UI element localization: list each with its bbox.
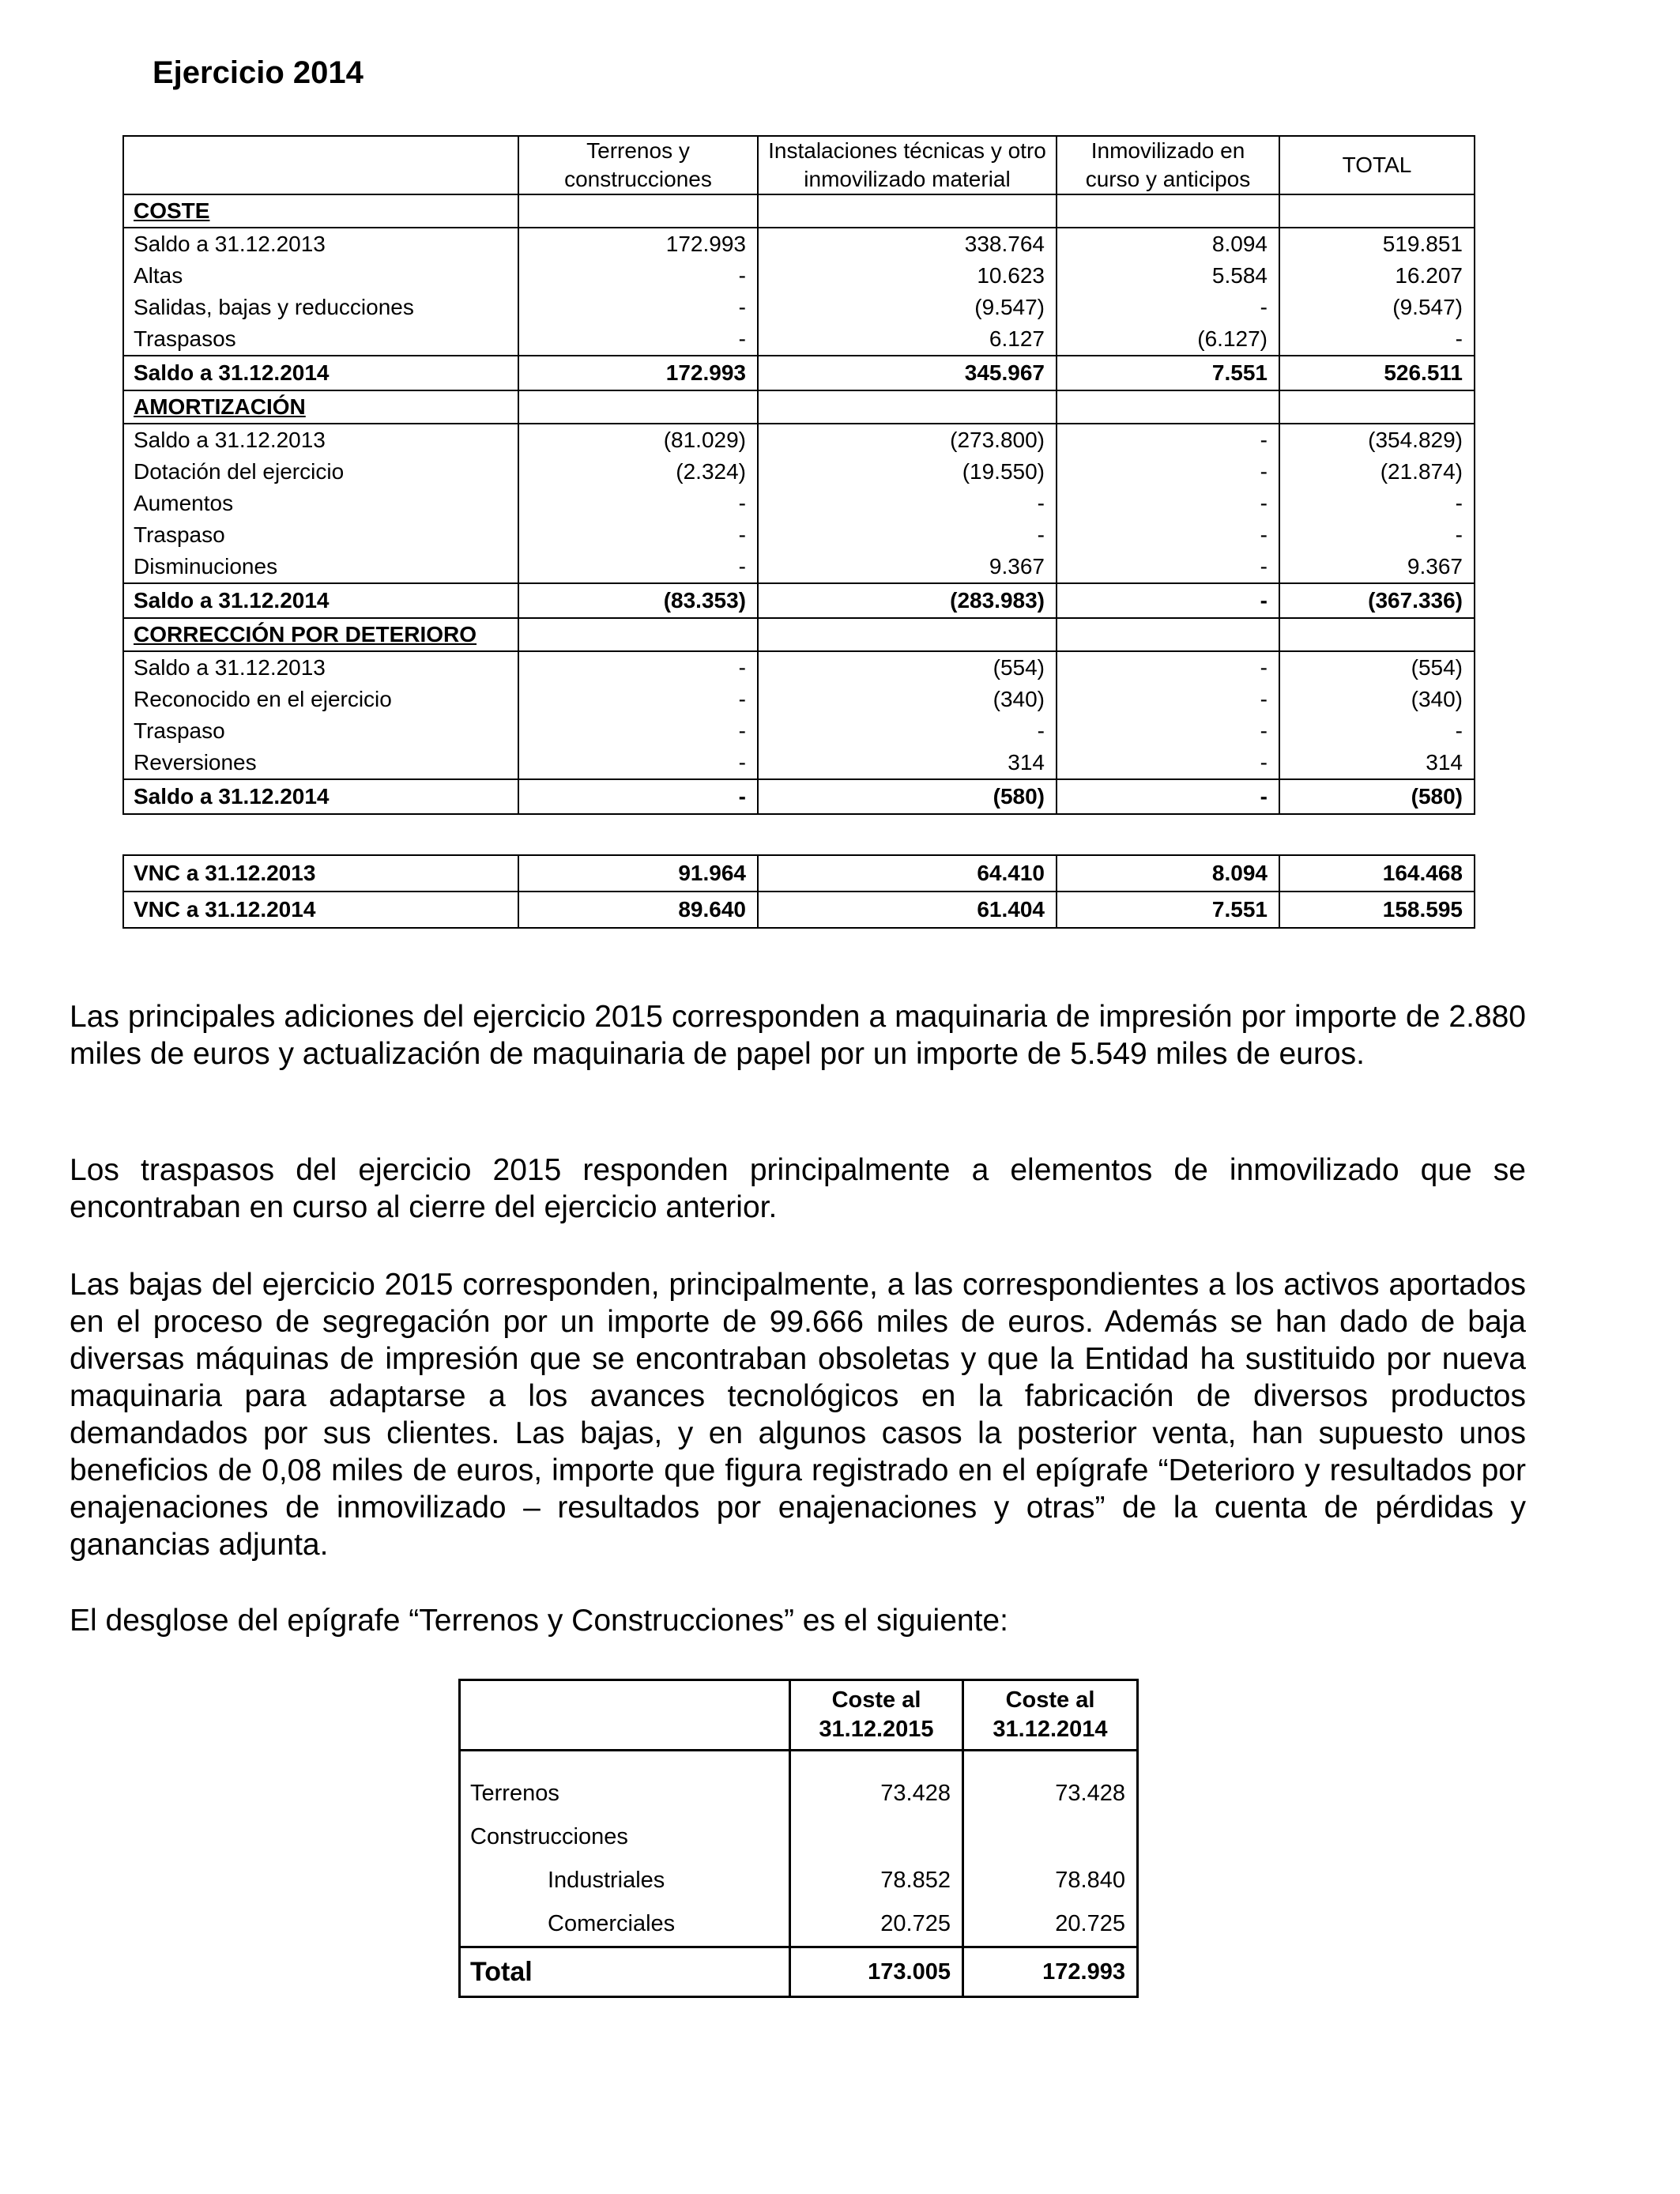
- cell-value: -: [518, 488, 758, 519]
- cell-value: Terrenos y construcciones: [518, 136, 758, 194]
- table-row: [460, 1859, 1138, 1902]
- cell-value: 16.207: [1279, 260, 1475, 292]
- section-heading: COSTE: [123, 194, 518, 228]
- row-label: Comerciales: [460, 1902, 790, 1947]
- empty-cell: [1279, 618, 1475, 651]
- row-label: Salidas, bajas y reducciones: [123, 292, 518, 323]
- vnc-row: [123, 892, 1475, 928]
- cell-value: 10.623: [758, 260, 1057, 292]
- empty-cell: [758, 618, 1057, 651]
- table-row: [123, 228, 1475, 260]
- row-label: Construcciones: [460, 1815, 790, 1859]
- coste-heading-row: [123, 194, 1475, 228]
- row-label: Saldo a 31.12.2013: [123, 424, 518, 456]
- cell-value: 7.551: [1057, 356, 1279, 390]
- cell-value: 8.094: [1057, 855, 1279, 892]
- empty-cell: [1057, 390, 1279, 424]
- cell-value: -: [1279, 715, 1475, 747]
- cell-value: 73.428: [963, 1772, 1138, 1815]
- total-row: [460, 1947, 1138, 1997]
- paragraph-transfers: Los traspasos del ejercicio 2015 responden principalmente a elementos de inmovilizado que se encontraban en curso al cierre del ejercicio anterior.: [70, 1153, 1526, 1224]
- vnc-row: [123, 855, 1475, 892]
- cell-value: [963, 1751, 1138, 1773]
- table-row: [123, 260, 1475, 292]
- row-label: Saldo a 31.12.2013: [123, 228, 518, 260]
- paragraph-disposals: Las bajas del ejercicio 2015 corresponden, principalmente, a las correspondientes a los activos aportados en el proceso de segregación por un importe de 99.666 miles de euros. Además se han dado de baja diversas máquinas de impresión que se encontraban obsoletas y que la Entidad ha sustituido por nueva maquinaria para adaptarse a los avances tecnológicos en la fabricación de diversos productos demandados por sus clientes. Las bajas, y en algunos casos la posterior venta, han supuesto unos beneficios de 0,08 miles de euros, importe que figura registrado en el epígrafe “Deterioro y resultados por enajenaciones de inmovilizado – resultados por enajenaciones y otras” de la cuenta de pérdidas y ganancias adjunta.: [70, 1268, 1526, 1562]
- cell-value: 172.993: [518, 356, 758, 390]
- coste-total-row: [123, 356, 1475, 390]
- row-label: Reconocido en el ejercicio: [123, 684, 518, 715]
- cell-value: [790, 1815, 963, 1859]
- cell-value: Coste al 31.12.2015: [790, 1680, 963, 1751]
- row-label: Saldo a 31.12.2014: [123, 779, 518, 814]
- cell-value: [518, 814, 758, 855]
- table-row: [123, 747, 1475, 779]
- cell-value: (354.829): [1279, 424, 1475, 456]
- cell-value: 64.410: [758, 855, 1057, 892]
- cell-value: 9.367: [1279, 551, 1475, 583]
- cell-value: -: [1279, 488, 1475, 519]
- cell-value: (273.800): [758, 424, 1057, 456]
- cell-value: 73.428: [790, 1772, 963, 1815]
- cell-value: -: [1057, 684, 1279, 715]
- page-title: Ejercicio 2014: [153, 55, 363, 90]
- cell-value: [1057, 814, 1279, 855]
- cell-value: -: [518, 747, 758, 779]
- deterioro-total-row: [123, 779, 1475, 814]
- fixed-assets-table: [122, 135, 1475, 929]
- cell-value: -: [1057, 456, 1279, 488]
- cell-value: -: [518, 651, 758, 684]
- cell-value: -: [1057, 551, 1279, 583]
- table-row: [460, 1902, 1138, 1947]
- header-row: [460, 1680, 1138, 1751]
- cell-value: (283.983): [758, 583, 1057, 618]
- cell-value: -: [1057, 424, 1279, 456]
- cell-value: 78.852: [790, 1859, 963, 1902]
- cell-value: (340): [1279, 684, 1475, 715]
- cell-value: 91.964: [518, 855, 758, 892]
- cell-value: (9.547): [758, 292, 1057, 323]
- row-label: Aumentos: [123, 488, 518, 519]
- cell-value: TOTAL: [1279, 136, 1475, 194]
- empty-cell: [518, 618, 758, 651]
- section-heading: AMORTIZACIÓN: [123, 390, 518, 424]
- cell-value: -: [518, 260, 758, 292]
- row-label: Saldo a 31.12.2014: [123, 583, 518, 618]
- cell-value: -: [518, 684, 758, 715]
- table-row: [123, 424, 1475, 456]
- row-label: [123, 136, 518, 194]
- cell-value: 173.005: [790, 1947, 963, 1997]
- spacer-row: [123, 814, 1475, 855]
- row-label: Traspaso: [123, 715, 518, 747]
- cell-value: (554): [758, 651, 1057, 684]
- cell-value: -: [518, 323, 758, 356]
- cell-value: 172.993: [963, 1947, 1138, 1997]
- cell-value: -: [518, 715, 758, 747]
- cell-value: 9.367: [758, 551, 1057, 583]
- section-heading: CORRECCIÓN POR DETERIORO: [123, 618, 518, 651]
- row-label: Saldo a 31.12.2014: [123, 356, 518, 390]
- table-row: [123, 456, 1475, 488]
- empty-cell: [1057, 618, 1279, 651]
- table-row: [460, 1772, 1138, 1815]
- paragraph-breakdown-intro: El desglose del epígrafe “Terrenos y Construcciones” es el siguiente:: [70, 1604, 1008, 1638]
- cell-value: Coste al 31.12.2014: [963, 1680, 1138, 1751]
- amortizacion-heading-row: [123, 390, 1475, 424]
- table-row: [123, 651, 1475, 684]
- cell-value: -: [1057, 651, 1279, 684]
- row-label: Saldo a 31.12.2013: [123, 651, 518, 684]
- row-label: Industriales: [460, 1859, 790, 1902]
- land-buildings-breakdown-table: [458, 1679, 1139, 1998]
- cell-value: 164.468: [1279, 855, 1475, 892]
- cell-value: -: [518, 292, 758, 323]
- row-label: Dotación del ejercicio: [123, 456, 518, 488]
- header-row: [123, 136, 1475, 194]
- empty-cell: [518, 390, 758, 424]
- cell-value: 519.851: [1279, 228, 1475, 260]
- row-label: Altas: [123, 260, 518, 292]
- table-row: [460, 1815, 1138, 1859]
- row-label: Terrenos: [460, 1772, 790, 1815]
- table-row: [123, 551, 1475, 583]
- cell-value: [790, 1751, 963, 1773]
- cell-value: 8.094: [1057, 228, 1279, 260]
- cell-value: 7.551: [1057, 892, 1279, 928]
- cell-value: -: [518, 551, 758, 583]
- table-row: [123, 715, 1475, 747]
- row-label: Traspasos: [123, 323, 518, 356]
- cell-value: (2.324): [518, 456, 758, 488]
- cell-value: 6.127: [758, 323, 1057, 356]
- cell-value: [1279, 814, 1475, 855]
- cell-value: [963, 1815, 1138, 1859]
- cell-value: 526.511: [1279, 356, 1475, 390]
- cell-value: 172.993: [518, 228, 758, 260]
- table-row: [123, 684, 1475, 715]
- cell-value: 61.404: [758, 892, 1057, 928]
- cell-value: (9.547): [1279, 292, 1475, 323]
- cell-value: 314: [1279, 747, 1475, 779]
- row-label: [460, 1751, 790, 1773]
- table-row: [123, 488, 1475, 519]
- cell-value: -: [1057, 779, 1279, 814]
- cell-value: -: [1057, 747, 1279, 779]
- cell-value: (6.127): [1057, 323, 1279, 356]
- row-label: VNC a 31.12.2013: [123, 855, 518, 892]
- row-label: VNC a 31.12.2014: [123, 892, 518, 928]
- row-label: Traspaso: [123, 519, 518, 551]
- cell-value: 314: [758, 747, 1057, 779]
- cell-value: 20.725: [963, 1902, 1138, 1947]
- empty-cell: [1057, 194, 1279, 228]
- spacer-row: [460, 1751, 1138, 1773]
- cell-value: -: [1279, 323, 1475, 356]
- table-row: [123, 292, 1475, 323]
- row-label: [123, 814, 518, 855]
- cell-value: 345.967: [758, 356, 1057, 390]
- cell-value: (83.353): [518, 583, 758, 618]
- cell-value: [758, 814, 1057, 855]
- row-label: Reversiones: [123, 747, 518, 779]
- paragraph-additions: Las principales adiciones del ejercicio 2015 corresponden a maquinaria de impresión por importe de 2.880 miles de euros y actualización de maquinaria de papel por un importe de 5.549 miles de euros.: [70, 1000, 1526, 1071]
- cell-value: 78.840: [963, 1859, 1138, 1902]
- cell-value: (81.029): [518, 424, 758, 456]
- cell-value: -: [758, 519, 1057, 551]
- cell-value: 158.595: [1279, 892, 1475, 928]
- empty-cell: [1279, 194, 1475, 228]
- cell-value: -: [1057, 488, 1279, 519]
- empty-cell: [518, 194, 758, 228]
- cell-value: (367.336): [1279, 583, 1475, 618]
- empty-cell: [758, 194, 1057, 228]
- cell-value: -: [1057, 292, 1279, 323]
- cell-value: Inmovilizado en curso y anticipos: [1057, 136, 1279, 194]
- empty-cell: [758, 390, 1057, 424]
- cell-value: Instalaciones técnicas y otro inmovilizado material: [758, 136, 1057, 194]
- cell-value: (19.550): [758, 456, 1057, 488]
- cell-value: (21.874): [1279, 456, 1475, 488]
- amortizacion-total-row: [123, 583, 1475, 618]
- row-label: Total: [460, 1947, 790, 1997]
- empty-cell: [1279, 390, 1475, 424]
- cell-value: (340): [758, 684, 1057, 715]
- cell-value: -: [518, 779, 758, 814]
- cell-value: -: [1057, 519, 1279, 551]
- cell-value: 5.584: [1057, 260, 1279, 292]
- row-label: Disminuciones: [123, 551, 518, 583]
- cell-value: (580): [1279, 779, 1475, 814]
- cell-value: 20.725: [790, 1902, 963, 1947]
- deterioro-heading-row: [123, 618, 1475, 651]
- cell-value: (580): [758, 779, 1057, 814]
- table-row: [123, 323, 1475, 356]
- cell-value: -: [1057, 583, 1279, 618]
- cell-value: -: [1057, 715, 1279, 747]
- cell-value: -: [758, 488, 1057, 519]
- row-label: [460, 1680, 790, 1751]
- cell-value: -: [518, 519, 758, 551]
- cell-value: -: [758, 715, 1057, 747]
- cell-value: 89.640: [518, 892, 758, 928]
- cell-value: -: [1279, 519, 1475, 551]
- table-row: [123, 519, 1475, 551]
- cell-value: (554): [1279, 651, 1475, 684]
- cell-value: 338.764: [758, 228, 1057, 260]
